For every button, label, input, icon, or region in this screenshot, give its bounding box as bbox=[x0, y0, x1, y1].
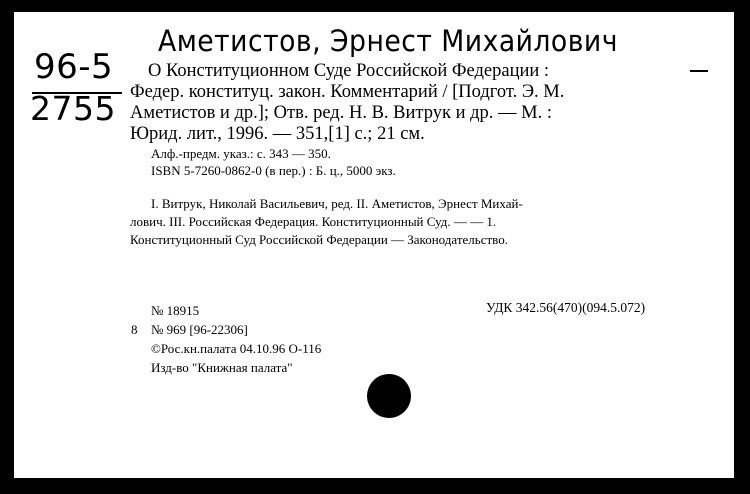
handwritten-author: Аметистов, Эрнест Михайлович bbox=[158, 24, 618, 58]
description-line-3: Аметистов и др.]; Отв. ред. Н. В. Витрук и др. — М. : bbox=[130, 103, 552, 123]
handwritten-shelf-mark-bottom: 2755 bbox=[30, 89, 116, 128]
book-chamber-stamp: ©Рос.кн.палата 04.10.96 О-116 bbox=[151, 341, 322, 356]
description-line-1: О Конституционном Суде Российской Федерации : bbox=[148, 61, 550, 81]
tracing-line-2: лович. III. Российская Федерация. Конституционный Суд. — — 1. bbox=[130, 214, 497, 229]
tracing-line-3: Конституционный Суд Российской Федерации — Законодательство. bbox=[130, 232, 508, 247]
tracing-line-1: I. Витрук, Николай Васильевич, ред. II. Аметистов, Эрнест Михай- bbox=[151, 196, 523, 211]
copy-count: 8 bbox=[131, 322, 138, 337]
description-line-2: Федер. конституц. закон. Комментарий / [Подгот. Э. М. bbox=[130, 82, 565, 102]
index-note: Алф.-предм. указ.: с. 343 — 350. bbox=[151, 146, 331, 161]
margin-mark bbox=[690, 70, 708, 72]
isbn-line: ISBN 5-7260-0862-0 (в пер.) : Б. ц., 5000 экз. bbox=[151, 163, 396, 178]
publisher-imprint: Изд-во "Книжная палата" bbox=[151, 360, 293, 375]
record-number: № 18915 bbox=[151, 303, 200, 318]
record-number-2: № 969 [96-22306] bbox=[151, 322, 248, 337]
handwritten-shelf-mark-top: 96-5 bbox=[34, 47, 114, 87]
punch-hole bbox=[367, 374, 411, 418]
udk-classification: УДК 342.56(470)(094.5.072) bbox=[486, 300, 646, 315]
description-line-4: Юрид. лит., 1996. — 351,[1] с.; 21 см. bbox=[130, 124, 425, 144]
